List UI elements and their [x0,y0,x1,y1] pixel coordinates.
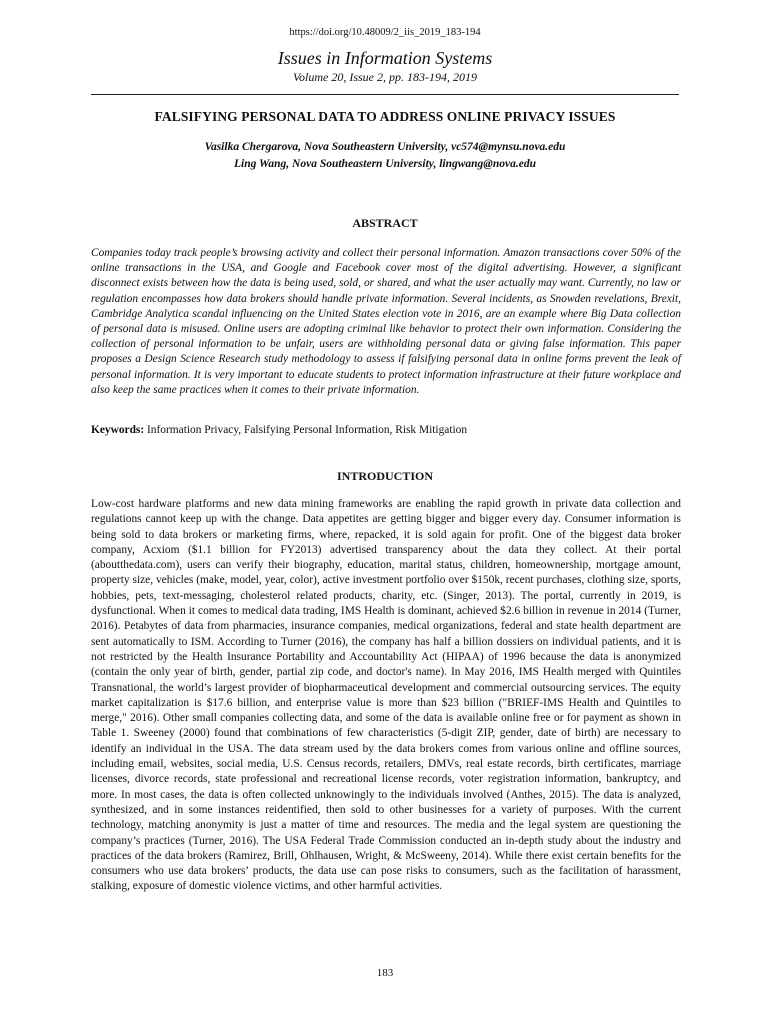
author-line-1: Vasilka Chergarova, Nova Southeastern University, vc574@mynsu.nova.edu [204,141,566,153]
keywords-text: Information Privacy, Falsifying Personal Information, Risk Mitigation [144,424,468,436]
introduction-text: Low-cost hardware platforms and new data mining frameworks are enabling the rapid growth in private data collection and regulations cannot keep up with the change. Data appetites are getting bigger and bigger every day. Consumer information is being sold to data brokers or marketing firms, where, repacked, it is sold again for profit. One of the biggest data broker company, Acxiom ($1.1 billion for FY2013) advertised transparency about the data they collect. At their portal (aboutthedata.com), users can verify their biography, education, marital status, children, homeownership, mortgage amount, property size, vehicles (make, model, year, color), active investment portfolio over $150k, recent purchases, clothing size, sports, hobbies, pets, text-messaging, cholesterol related products, charity, etc. (Singer, 2013). The portal, currently in 2019, is dysfunctional. When it comes to medical data trading, IMS Health is dominant, achieved $2.6 billion in revenue in 2014 (Turner, 2016). Petabytes of data from pharmacies, insurance companies, medical organizations, federal and state health department are sent automatically to ISM. According to Turner (2016), the company has half a billion dossiers on individual patients, and it is not restricted by the Health Insurance Portability and Accountability Act (HIPAA) of 1996 because the data is anonymized (contain the only year of birth, gender, partial zip code, and doctor's name). In May 2016, IMS Health merged with Quintiles Transnational, the world’s largest provider of biopharmaceutical development and commercial outsourcing services. The equity market capitalization is $17.6 billion, and enterprise value is more than $23 billion ("BRIEF-IMS Health and Quintiles to merge," 2016). Other small companies collecting data, and some of the data is available online free or for payment as shown in Table 1. Sweeney (2000) found that combinations of few characteristics (5-digit ZIP, gender, date of birth) are necessary to identify an individual in the USA. The data stream used by the data brokers comes from various online and offline sources, including email, websites, social media, U.S. Census records, retailers, DMVs, real estate records, birth certificates, marriage licenses, divorce records, state professional and recreational license records, voter registration information, bankruptcy, and more. In most cases, the data is often collected unknowingly to the individuals involved (Anthes, 2015). The data is analyzed, synthesized, and in some instances reidentified, then sold to other businesses for a variety of purposes. With the current technology, matching anonymity is just a matter of time and resources. The media and the legal system are questioning the company’s practices (Turner, 2016). The USA Federal Trade Commission conducted an in-depth study about the industry and practices of the data brokers (Ramirez, Brill, Ohlhausen, Wright, & McSweeny, 2014). While there exist certain benefits for the consumers who use data brokers’ products, the data use can pose risks to consumers, such as the facilitation of harassment, stalking, exposure of domestic violence victims, and other harmful activities. [91,498,681,893]
page-number: 183 [376,967,394,979]
abstract-text: Companies today track people’s browsing activity and collect their personal information. Amazon transactions cover 50% of the online transactions in the USA, and Google and Facebook cover most of the digital advertising. However, a significant disconnect exists between how the data is being used, sold, or shared, and what the user actually may want. Currently, no law or regulation encompasses how data brokers should handle private information. Several incidents, as Snowden revelations, Brexit, Cambridge Analytica scandal influencing on the United States election vote in 2016, are an example where Big Data collection of personal data is misused. Online users are adopting criminal like behavior to protect their own information. Considering the collection of personal information to be unfair, users are withholding personal data or giving false information. This paper proposes a Design Science Research study methodology to assess if falsifying personal data in online forms prevent the leak of personal information. It is very important to educate students to protect information infrastructure at their future workplace and also keep the same practices when it comes to their private information. [91,247,681,396]
keywords-line [91,424,681,436]
header-divider [91,94,679,95]
keywords-label: Keywords: [91,424,145,436]
volume-info: Volume 20, Issue 2, pp. 183-194, 2019 [293,70,477,84]
author-line-2: Ling Wang, Nova Southeastern University, lingwang@nova.edu [233,158,536,170]
journal-title: Issues in Information Systems [277,48,493,68]
doi-link[interactable]: https://doi.org/10.48009/2_iis_2019_183-194 [289,27,481,38]
abstract-heading: ABSTRACT [352,216,418,230]
paper-title: FALSIFYING PERSONAL DATA TO ADDRESS ONLINE PRIVACY ISSUES [154,109,616,124]
introduction-heading: INTRODUCTION [336,469,433,483]
